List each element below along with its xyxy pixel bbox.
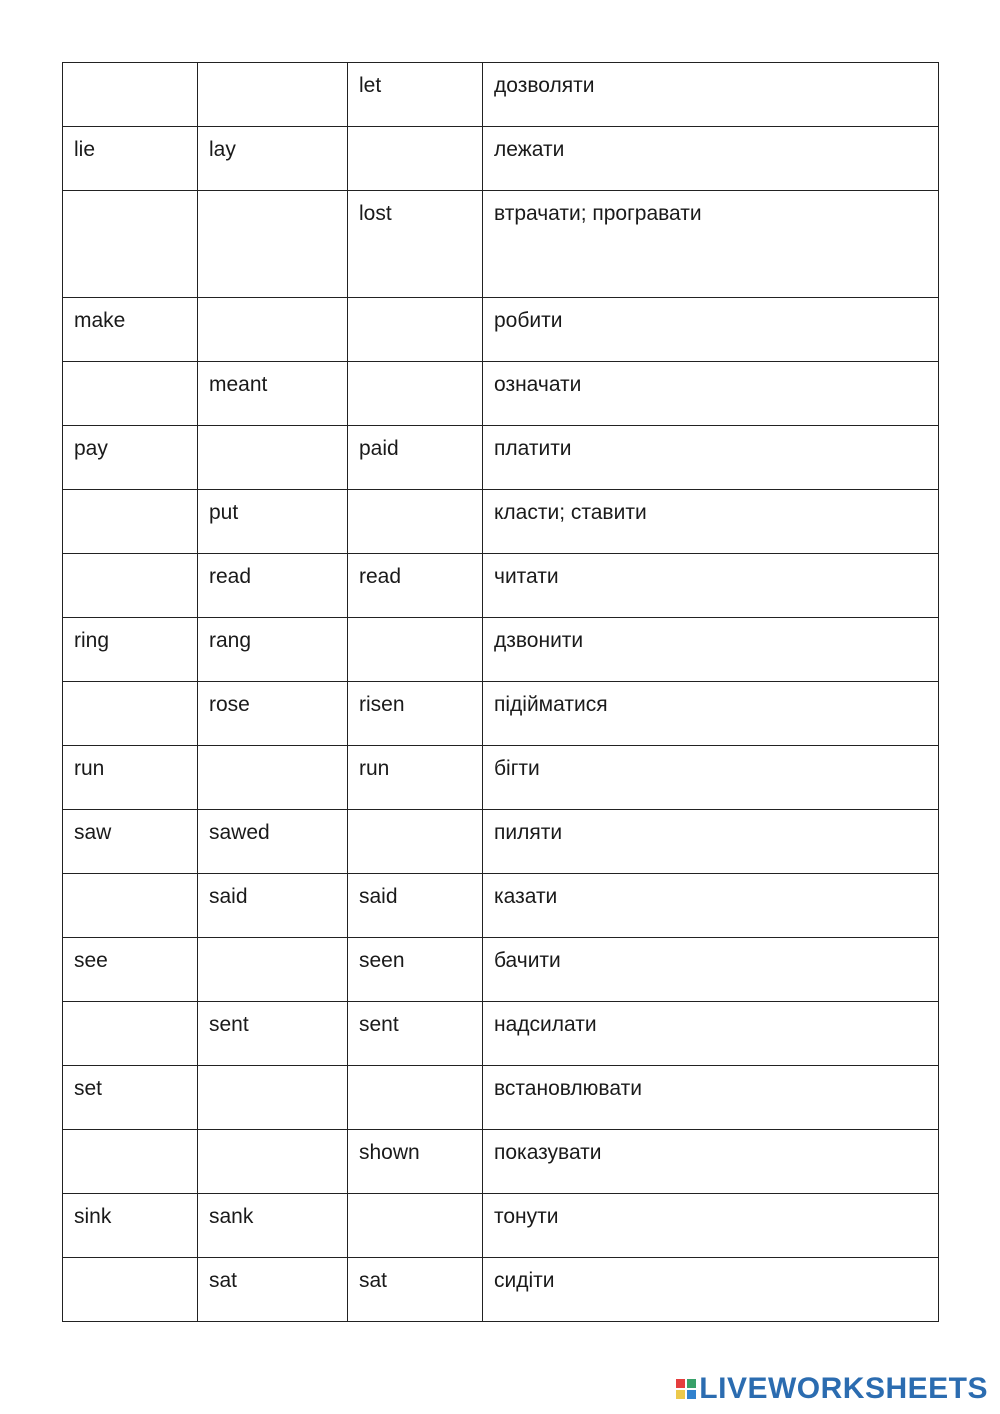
cell-base-form — [63, 682, 198, 746]
cell-translation: надсилати — [483, 1002, 939, 1066]
cell-past-simple: sawed — [198, 810, 348, 874]
cell-past-simple: rose — [198, 682, 348, 746]
cell-translation: платити — [483, 426, 939, 490]
table-row — [63, 362, 939, 426]
cell-base-form — [63, 63, 198, 127]
cell-past-simple: meant — [198, 362, 348, 426]
cell-past-simple — [198, 1066, 348, 1130]
cell-translation: сидіти — [483, 1258, 939, 1322]
cell-translation: означати — [483, 362, 939, 426]
table-row — [63, 810, 939, 874]
cell-past-participle — [348, 618, 483, 682]
table-row — [63, 682, 939, 746]
verbs-table — [62, 62, 939, 1322]
cell-translation: пиляти — [483, 810, 939, 874]
cell-translation: дзвонити — [483, 618, 939, 682]
liveworksheets-logo — [676, 1372, 988, 1406]
cell-base-form — [63, 874, 198, 938]
logo-square-1 — [676, 1379, 685, 1388]
table-row — [63, 490, 939, 554]
cell-base-form: run — [63, 746, 198, 810]
cell-past-simple — [198, 191, 348, 298]
cell-base-form — [63, 1002, 198, 1066]
brand-name: LIVEWORKSHEETS — [699, 1372, 988, 1405]
cell-past-participle: sat — [348, 1258, 483, 1322]
cell-past-participle — [348, 1066, 483, 1130]
logo-square-2 — [687, 1379, 696, 1388]
table-row — [63, 746, 939, 810]
cell-past-participle — [348, 362, 483, 426]
cell-translation: робити — [483, 298, 939, 362]
table-row — [63, 127, 939, 191]
table-row — [63, 938, 939, 1002]
cell-base-form: pay — [63, 426, 198, 490]
table-row — [63, 426, 939, 490]
cell-past-participle: lost — [348, 191, 483, 298]
table-row — [63, 1066, 939, 1130]
cell-base-form: saw — [63, 810, 198, 874]
cell-past-simple: lay — [198, 127, 348, 191]
cell-past-simple: sank — [198, 1194, 348, 1258]
table-row — [63, 1258, 939, 1322]
cell-base-form: see — [63, 938, 198, 1002]
cell-past-participle: said — [348, 874, 483, 938]
cell-base-form — [63, 554, 198, 618]
cell-translation: бачити — [483, 938, 939, 1002]
cell-past-participle — [348, 127, 483, 191]
cell-translation: читати — [483, 554, 939, 618]
cell-base-form — [63, 490, 198, 554]
cell-past-participle: read — [348, 554, 483, 618]
table-row — [63, 191, 939, 298]
cell-translation: казати — [483, 874, 939, 938]
cell-past-simple — [198, 426, 348, 490]
table-row — [63, 874, 939, 938]
cell-past-participle: sent — [348, 1002, 483, 1066]
cell-past-simple — [198, 938, 348, 1002]
table-row — [63, 554, 939, 618]
cell-past-simple: sent — [198, 1002, 348, 1066]
logo-square-4 — [687, 1390, 696, 1399]
table-row — [63, 63, 939, 127]
table-row — [63, 298, 939, 362]
cell-past-participle: run — [348, 746, 483, 810]
cell-past-simple — [198, 1130, 348, 1194]
cell-base-form: make — [63, 298, 198, 362]
cell-translation: бігти — [483, 746, 939, 810]
logo-square-3 — [676, 1390, 685, 1399]
table-row — [63, 1194, 939, 1258]
cell-past-participle: let — [348, 63, 483, 127]
cell-translation: показувати — [483, 1130, 939, 1194]
cell-translation: тонути — [483, 1194, 939, 1258]
cell-past-participle: risen — [348, 682, 483, 746]
cell-translation: дозволяти — [483, 63, 939, 127]
cell-base-form: ring — [63, 618, 198, 682]
table-row — [63, 618, 939, 682]
cell-past-simple — [198, 63, 348, 127]
cell-past-participle: paid — [348, 426, 483, 490]
cell-past-simple — [198, 298, 348, 362]
cell-base-form — [63, 1258, 198, 1322]
cell-past-participle — [348, 490, 483, 554]
cell-past-simple: sat — [198, 1258, 348, 1322]
logo-grid-icon — [676, 1379, 696, 1399]
cell-past-simple: put — [198, 490, 348, 554]
cell-base-form: lie — [63, 127, 198, 191]
cell-past-participle: seen — [348, 938, 483, 1002]
cell-base-form — [63, 191, 198, 298]
cell-past-participle — [348, 1194, 483, 1258]
cell-base-form — [63, 362, 198, 426]
cell-base-form — [63, 1130, 198, 1194]
cell-past-simple: read — [198, 554, 348, 618]
cell-translation: лежати — [483, 127, 939, 191]
cell-past-simple: said — [198, 874, 348, 938]
cell-translation: класти; ставити — [483, 490, 939, 554]
cell-translation: встановлювати — [483, 1066, 939, 1130]
cell-past-simple — [198, 746, 348, 810]
cell-past-participle — [348, 810, 483, 874]
table-row — [63, 1130, 939, 1194]
cell-past-participle — [348, 298, 483, 362]
cell-translation: втрачати; програвати — [483, 191, 939, 298]
cell-base-form: set — [63, 1066, 198, 1130]
cell-past-participle: shown — [348, 1130, 483, 1194]
cell-past-simple: rang — [198, 618, 348, 682]
table-row — [63, 1002, 939, 1066]
cell-translation: підійматися — [483, 682, 939, 746]
cell-base-form: sink — [63, 1194, 198, 1258]
